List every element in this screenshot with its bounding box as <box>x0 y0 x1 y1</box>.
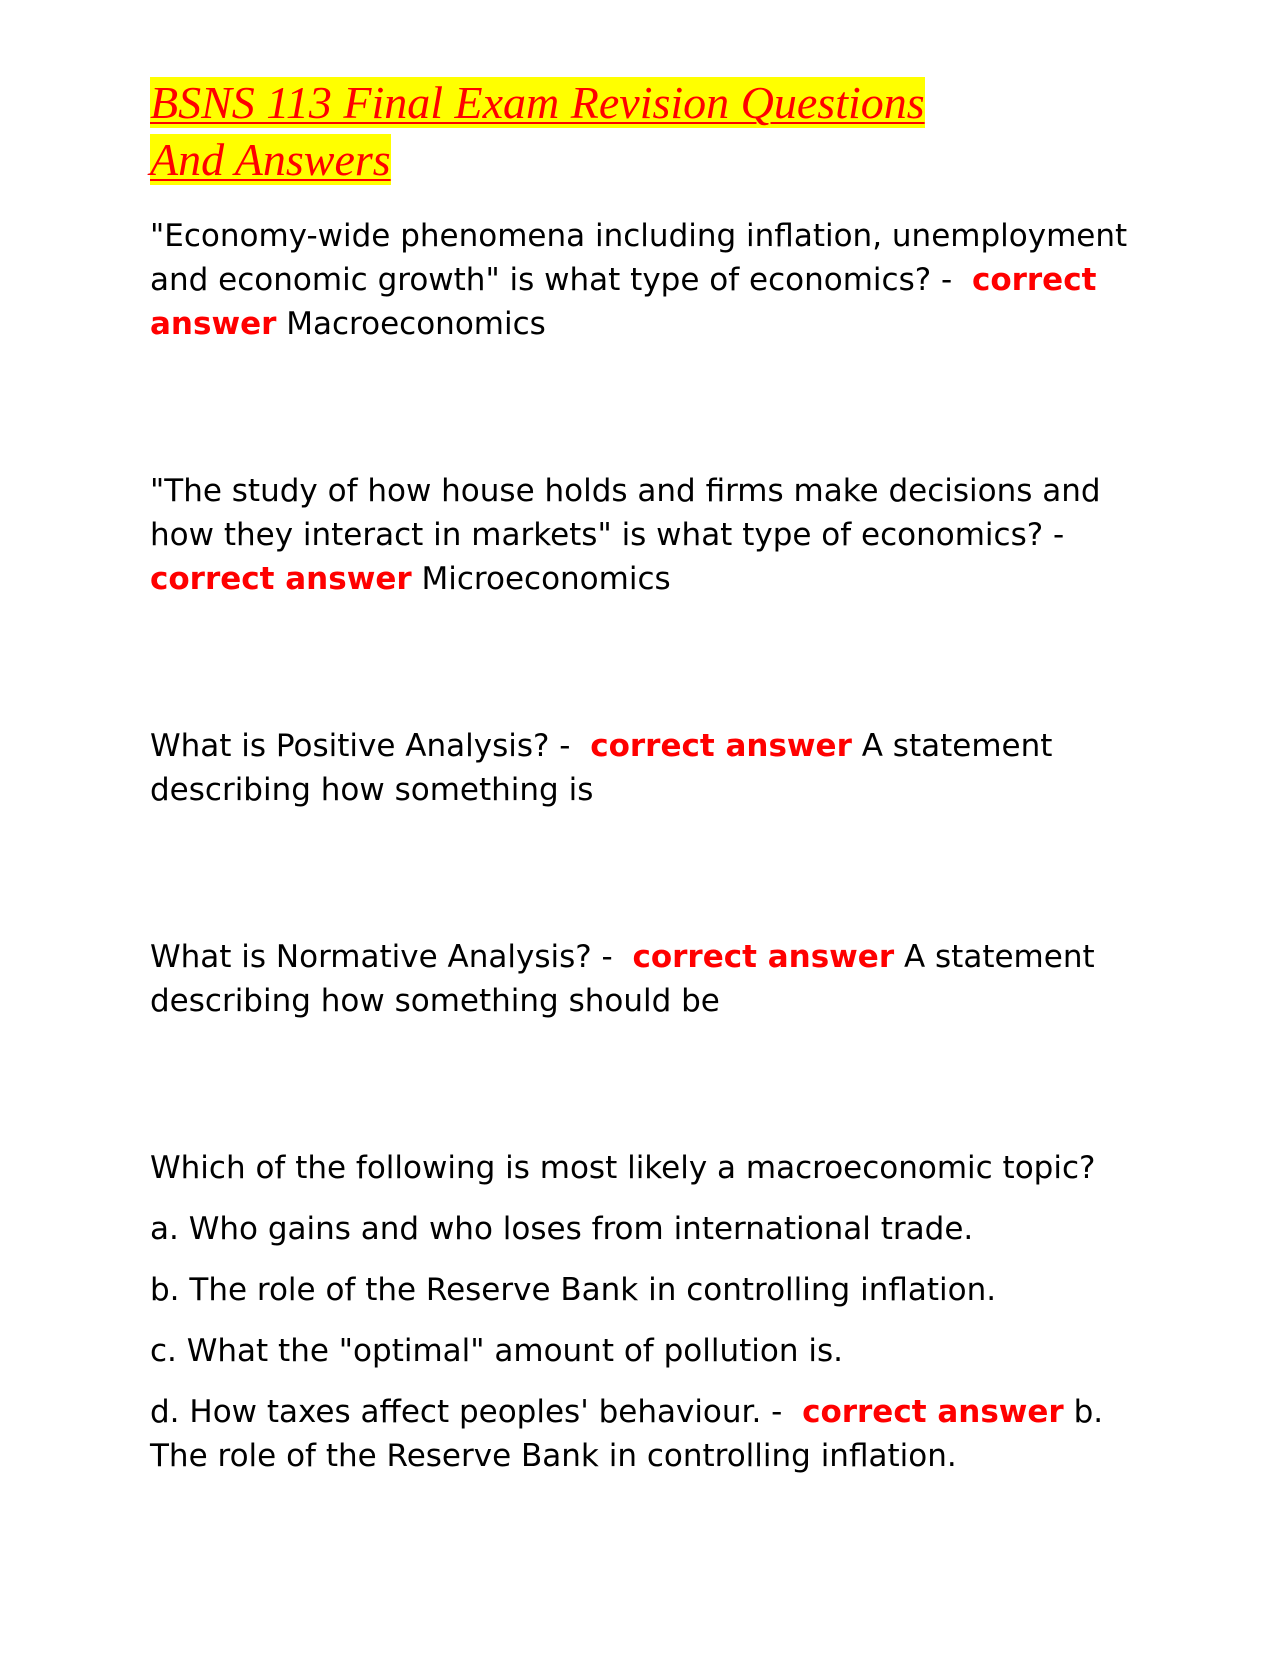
spacer <box>150 1312 1140 1329</box>
answer-text: Microeconomics <box>421 561 671 597</box>
correct-answer-label: correct answer <box>632 939 895 975</box>
spacer <box>150 601 1140 724</box>
spacer <box>150 1373 1140 1390</box>
question-text: "The study of how house holds and firms make decisions and how they interact in markets" is what type of economics? - <box>150 473 1101 553</box>
question-text: What is Normative Analysis? - <box>150 939 613 975</box>
spacer <box>150 346 1140 469</box>
document-body <box>150 214 1140 1478</box>
qa-item-1 <box>150 214 1140 346</box>
mcq-option-b: b. The role of the Reserve Bank in controlling inflation. <box>150 1272 997 1308</box>
correct-answer-label: correct answer <box>802 1394 1064 1430</box>
answer-text: b. The role of the Reserve Bank in controlling inflation. <box>150 1394 1104 1474</box>
correct-answer-label: correct answer <box>150 561 412 597</box>
mcq-option-d <box>150 1390 1140 1478</box>
qa-item-2 <box>150 469 1140 601</box>
correct-answer-label: correct answer <box>590 728 852 764</box>
answer-text: A statement describing how something should be <box>150 939 1095 1019</box>
option-text: d. How taxes affect peoples' behaviour. - <box>150 1394 783 1430</box>
mcq-option-c: c. What the "optimal" amount of pollution is. <box>150 1333 843 1369</box>
answer-text: Macroeconomics <box>286 306 546 342</box>
mcq-option-a: a. Who gains and who loses from international trade. <box>150 1211 974 1247</box>
correct-answer-label: correct answer <box>150 262 1097 342</box>
document-title-line-1: BSNS 113 Final Exam Revision Questions <box>150 77 925 128</box>
answer-text: A statement describing how something is <box>150 728 1053 808</box>
qa-item-4 <box>150 935 1140 1023</box>
qa-item-3 <box>150 724 1140 812</box>
spacer <box>150 812 1140 935</box>
spacer <box>150 1023 1140 1146</box>
question-text: What is Positive Analysis? - <box>150 728 571 764</box>
document-title-line-2: And Answers <box>150 134 391 185</box>
spacer <box>150 1190 1140 1207</box>
spacer <box>150 1251 1140 1268</box>
document-title <box>150 74 1140 188</box>
mcq-question: Which of the following is most likely a macroeconomic topic? <box>150 1150 1096 1186</box>
question-text: "Economy-wide phenomena including inflation, unemployment and economic growth" is what type of economics? - <box>150 218 1128 298</box>
